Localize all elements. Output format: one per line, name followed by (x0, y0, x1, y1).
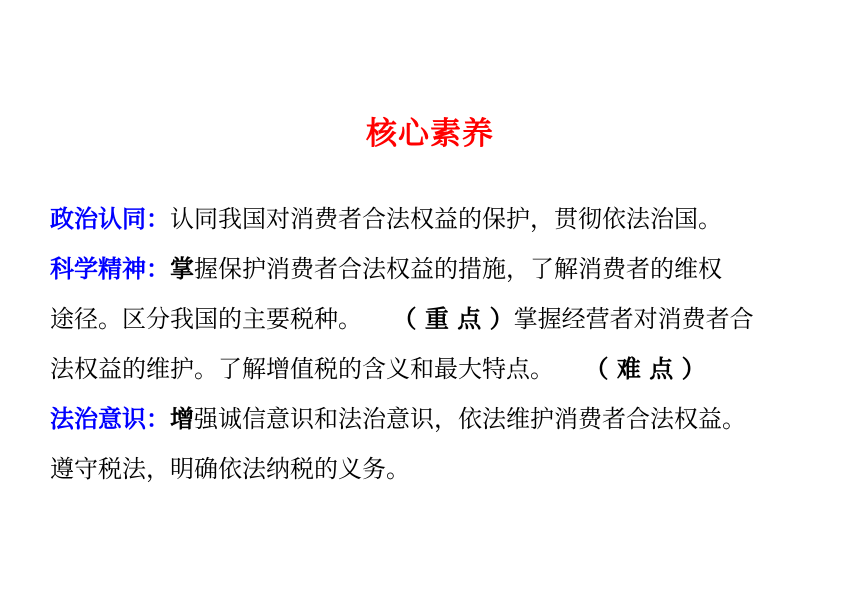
content-body (50, 194, 820, 494)
law-text-1: 强诚信意识和法治意识，依法维护消费者合法权益。 (194, 405, 746, 433)
science-text-2b: 掌握经营者对消费者合 (513, 305, 754, 333)
key-point-marker: （ 重 点 ） (392, 305, 514, 333)
slide-title: 核心素养 (366, 116, 494, 152)
politics-line (50, 194, 820, 244)
law-lead-char: 增 (170, 405, 194, 433)
law-label: 法治意识： (50, 405, 170, 433)
science-text-2: 途径。区分我国的主要税种。 (50, 305, 362, 333)
science-line-2 (50, 294, 820, 344)
science-text-3: 法权益的维护。了解增值税的含义和最大特点。 (50, 355, 554, 383)
science-line-3 (50, 344, 820, 394)
law-line-1 (50, 394, 820, 444)
law-text-2: 遵守税法，明确依法纳税的义务。 (50, 455, 410, 483)
law-line-2 (50, 444, 820, 494)
science-line-1 (50, 244, 820, 294)
science-text-1: 握保护消费者合法权益的措施，了解消费者的维权 (194, 255, 722, 283)
politics-text: 认同我国对消费者合法权益的保护，贯彻依法治国。 (170, 205, 722, 233)
difficult-point-marker: （ 难 点 ） (584, 355, 706, 383)
science-label: 科学精神： (50, 255, 170, 283)
politics-label: 政治认同： (50, 205, 170, 233)
science-lead-char: 掌 (170, 255, 194, 283)
